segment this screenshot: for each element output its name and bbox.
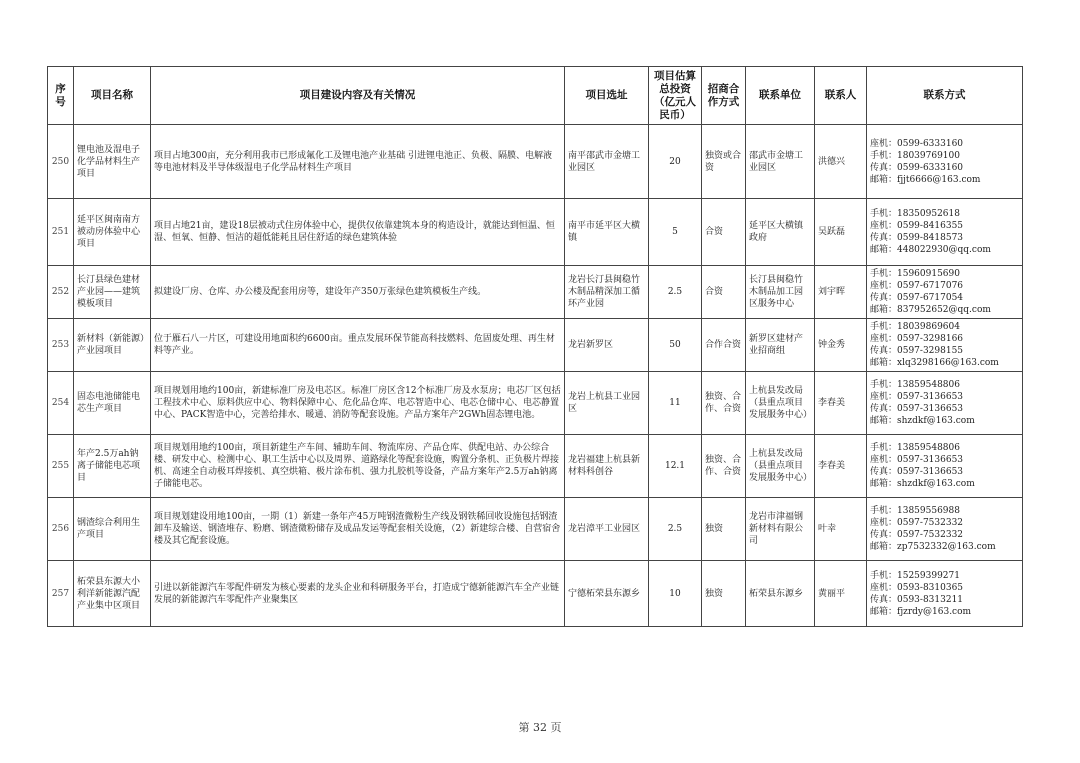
contact-line: 传真：0599-8418573 (870, 233, 964, 243)
cell-unit: 龙岩市津福钢新材料有限公司 (746, 498, 815, 561)
cell-project-name: 长汀县绿色建材产业园——建筑模板项目 (74, 266, 151, 319)
contact-line: 座机：0597-6717076 (870, 281, 964, 291)
contact-line: 邮箱：fjjt6666@163.com (870, 174, 981, 185)
cell-location: 龙岩长汀县闽稳竹木制品精深加工循环产业园 (565, 266, 649, 319)
cell-content: 项目占地300亩，充分利用我市已形成氟化工及锂电池产业基础 引进锂电池正、负极、隔膜、电解液等电池材料及半导体级湿电子化学品材料生产项目 (151, 125, 565, 199)
cell-location: 龙岩上杭县工业园区 (565, 372, 649, 435)
cell-unit: 延平区大横镇政府 (746, 199, 815, 266)
contact-line: 传真：0593-8313211 (870, 594, 964, 605)
contact-line: 手机：13859548806 (870, 443, 960, 453)
cell-location: 龙岩福建上杭县新材料科创谷 (565, 435, 649, 498)
cell-person: 李春美 (815, 435, 867, 498)
contact-line: 座机：0599-8416355 (870, 221, 964, 231)
contact-line: 手机：15960915690 (870, 269, 960, 279)
cell-unit: 邵武市金塘工业园区 (746, 125, 815, 199)
cell-mode: 合资 (702, 266, 746, 319)
cell-mode: 独资 (702, 498, 746, 561)
contact-line: 手机：15259399271 (870, 570, 960, 581)
cell-project-name: 延平区闽南南方被动房体验中心项目 (74, 199, 151, 266)
cell-seq: 254 (48, 372, 74, 435)
contact-line: 传真：0597-3298155 (870, 346, 964, 356)
cell-unit: 上杭县发改局（县重点项目发展服务中心） (746, 372, 815, 435)
header-person: 联系人 (815, 67, 867, 125)
cell-person: 洪德兴 (815, 125, 867, 199)
cell-seq: 250 (48, 125, 74, 199)
contact-line: 邮箱：fjzrdy@163.com (870, 606, 972, 617)
contact-line: 传真：0597-6717054 (870, 293, 964, 303)
cell-seq: 253 (48, 319, 74, 372)
cell-unit: 长汀县闽稳竹木制品加工园区服务中心 (746, 266, 815, 319)
cell-person: 李春美 (815, 372, 867, 435)
table-row (48, 561, 1023, 627)
contact-line: 邮箱：shzdkf@163.com (870, 416, 975, 426)
contact-line: 座机：0597-7532332 (870, 518, 964, 528)
contact-line: 座机：0597-3136653 (870, 392, 964, 402)
header-seq: 序号 (48, 67, 74, 125)
contact-line: 传真：0597-7532332 (870, 530, 964, 540)
table-row (48, 435, 1023, 498)
cell-location: 南平市延平区大横镇 (565, 199, 649, 266)
contact-line: 手机：18350952618 (870, 209, 960, 219)
cell-content: 项目规划用地约100亩，项目新建生产车间、辅助车间、物流库房、产品仓库、供配电站、办公综合楼、研发中心、检测中心、职工生活中心以及周界、道路绿化等配套设施，购置分条机、正负极片焊接机、高速全自动极耳焊接机、真空烘箱、极片涂布机、强力扎胶机等设备，产品方案年产2.5万ah钠离子储能电芯。 (151, 435, 565, 498)
project-table (47, 66, 1023, 627)
header-location: 项目选址 (565, 67, 649, 125)
cell-content: 位于雁石八一片区，可建设用地面积约6600亩。重点发展环保节能高科技燃料、危固废处理、再生材料等产业。 (151, 319, 565, 372)
cell-investment: 5 (649, 199, 702, 266)
page-number: 第 32 页 (518, 721, 562, 734)
table-header-row (48, 67, 1023, 125)
cell-mode: 独资、合作、合资 (702, 435, 746, 498)
contact-line: 座机：0597-3298166 (870, 334, 964, 344)
cell-unit: 柘荣县东源乡 (746, 561, 815, 627)
cell-seq: 252 (48, 266, 74, 319)
cell-seq: 257 (48, 561, 74, 627)
contact-line: 手机：18039869604 (870, 322, 960, 332)
cell-contact (867, 319, 1023, 372)
table-row (48, 498, 1023, 561)
contact-line: 手机：13859548806 (870, 380, 960, 390)
cell-investment: 20 (649, 125, 702, 199)
cell-person: 叶幸 (815, 498, 867, 561)
cell-mode: 独资或合资 (702, 125, 746, 199)
cell-location: 龙岩漳平工业园区 (565, 498, 649, 561)
header-investment: 项目估算总投资（亿元人民币） (649, 67, 702, 125)
contact-line: 座机：0597-3136653 (870, 455, 964, 465)
cell-contact (867, 266, 1023, 319)
cell-person: 黄丽平 (815, 561, 867, 627)
contact-line: 手机：13859556988 (870, 506, 960, 516)
contact-line: 传真：0599-6333160 (870, 162, 964, 173)
cell-investment: 2.5 (649, 266, 702, 319)
cell-content: 项目占地21亩，建设18层被动式住房体验中心，提供仅依靠建筑本身的构造设计，就能达到恒温、恒湿、恒氧、恒静、恒洁的超低能耗且居住舒适的绿色建筑体验 (151, 199, 565, 266)
cell-seq: 256 (48, 498, 74, 561)
cell-content: 项目规划建设用地100亩，一期（1）新建一条年产45万吨钢渣微粉生产线及钢铁稀回收设施包括钢渣卸车及输送、钢渣堆存、粉磨、钢渣微粉储存及成品发运等配套相关设施，（2）新建综合楼、自营宿舍楼及其它配套设施。 (151, 498, 565, 561)
contact-line: 手机：18039769100 (870, 150, 960, 161)
contact-line: 传真：0597-3136653 (870, 467, 964, 477)
table-row (48, 199, 1023, 266)
cell-mode: 合作合资 (702, 319, 746, 372)
header-content: 项目建设内容及有关情况 (151, 67, 565, 125)
cell-contact (867, 125, 1023, 199)
cell-mode: 独资、合作、合资 (702, 372, 746, 435)
cell-mode: 独资 (702, 561, 746, 627)
cell-investment: 2.5 (649, 498, 702, 561)
header-mode: 招商合作方式 (702, 67, 746, 125)
cell-content: 引进以新能源汽车零配件研发为核心要素的龙头企业和科研服务平台，打造成宁德新能源汽车全产业链发展的新能源汽车零配件产业聚集区 (151, 561, 565, 627)
cell-contact (867, 561, 1023, 627)
cell-location: 龙岩新罗区 (565, 319, 649, 372)
table-row (48, 266, 1023, 319)
header-unit: 联系单位 (746, 67, 815, 125)
cell-seq: 255 (48, 435, 74, 498)
cell-person: 吴跃磊 (815, 199, 867, 266)
table-row (48, 372, 1023, 435)
header-contact: 联系方式 (867, 67, 1023, 125)
cell-contact (867, 199, 1023, 266)
cell-project-name: 固态电池储能电芯生产项目 (74, 372, 151, 435)
cell-contact (867, 435, 1023, 498)
cell-investment: 50 (649, 319, 702, 372)
cell-project-name: 年产2.5万ah钠离子储能电芯项目 (74, 435, 151, 498)
contact-line: 座机：0599-6333160 (870, 138, 964, 149)
cell-unit: 新罗区建材产业招商组 (746, 319, 815, 372)
cell-person: 钟金秀 (815, 319, 867, 372)
cell-mode: 合资 (702, 199, 746, 266)
contact-line: 邮箱：837952652@qq.com (870, 305, 991, 315)
cell-project-name: 新材料（新能源）产业园项目 (74, 319, 151, 372)
contact-line: 邮箱：shzdkf@163.com (870, 479, 975, 489)
cell-investment: 10 (649, 561, 702, 627)
cell-project-name: 柘荣县东源大小利洋新能源汽配产业集中区项目 (74, 561, 151, 627)
cell-contact (867, 498, 1023, 561)
cell-seq: 251 (48, 199, 74, 266)
cell-contact (867, 372, 1023, 435)
contact-line: 邮箱：448022930@qq.com (870, 245, 991, 255)
cell-unit: 上杭县发改局（县重点项目发展服务中心） (746, 435, 815, 498)
contact-line: 邮箱：xlq3298166@163.com (870, 358, 999, 368)
cell-location: 南平邵武市金塘工业园区 (565, 125, 649, 199)
cell-person: 刘宇晖 (815, 266, 867, 319)
cell-content: 拟建设厂房、仓库、办公楼及配套用房等，建设年产350万张绿色建筑模板生产线。 (151, 266, 565, 319)
contact-line: 传真：0597-3136653 (870, 404, 964, 414)
contact-line: 邮箱：zp7532332@163.com (870, 542, 996, 552)
cell-content: 项目规划用地约100亩，新建标准厂房及电芯区。标准厂房区含12个标准厂房及水泵房；电芯厂区包括工程技术中心、原料供应中心、物料保障中心、危化品仓库、电芯智造中心、电芯仓储中心、电芯静置中心、PACK智造中心，完善给排水、暖通、消防等配套设施。产品方案年产2GWh固态锂电池。 (151, 372, 565, 435)
cell-investment: 11 (649, 372, 702, 435)
contact-line: 座机：0593-8310365 (870, 582, 964, 593)
cell-project-name: 锂电池及湿电子化学品材料生产项目 (74, 125, 151, 199)
header-name: 项目名称 (74, 67, 151, 125)
cell-project-name: 钢渣综合利用生产项目 (74, 498, 151, 561)
cell-location: 宁德柘荣县东源乡 (565, 561, 649, 627)
table-row (48, 319, 1023, 372)
cell-investment: 12.1 (649, 435, 702, 498)
table-row (48, 125, 1023, 199)
